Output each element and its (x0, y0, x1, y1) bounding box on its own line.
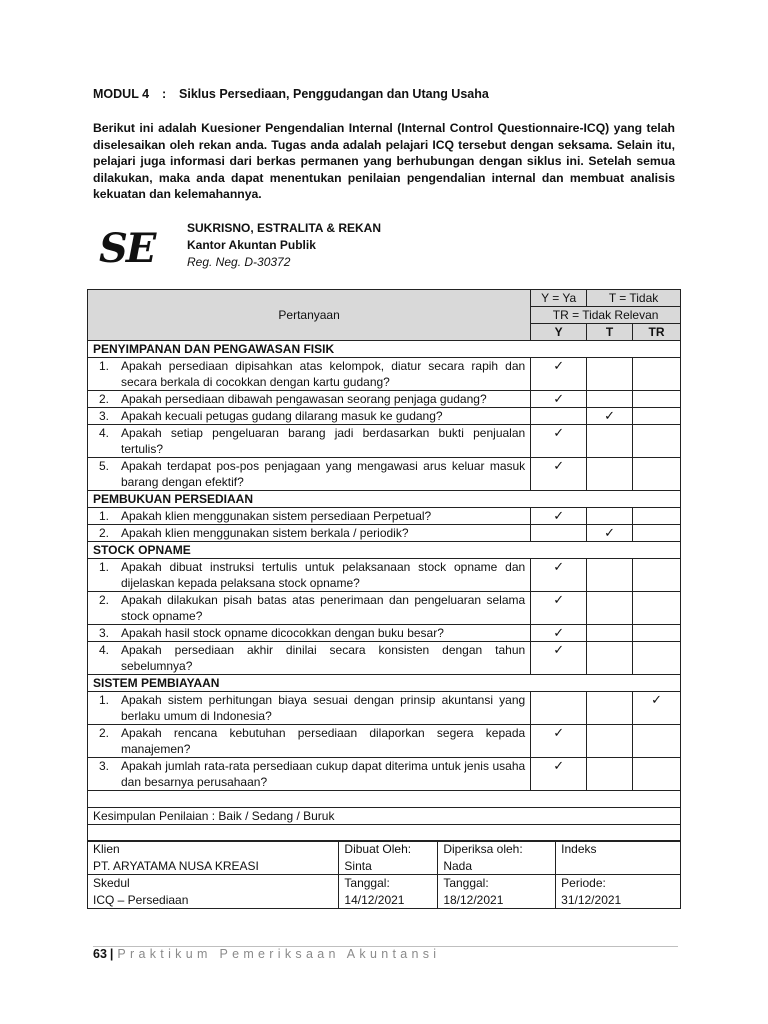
check-mark-icon: ✓ (553, 358, 565, 373)
question-number: 2. (99, 392, 110, 406)
question-text: Apakah persediaan dipisahkan atas kelompok, diatur secara rapih dan secara berkala di cocokkan dengan kartu gudang? (121, 359, 526, 389)
check-mark-icon: ✓ (553, 559, 565, 574)
question-item (93, 758, 525, 790)
question-cell (88, 508, 531, 525)
icq-table (87, 289, 681, 842)
answer-cell-tr (633, 408, 681, 425)
indeks-label: Indeks (561, 842, 597, 856)
question-row (88, 408, 681, 425)
question-text: Apakah dilakukan pisah batas atas penerimaan dan pengeluaran selama stock opname? (121, 593, 526, 623)
question-item (93, 625, 525, 641)
answer-cell-tr (633, 758, 681, 791)
answer-cell-t (587, 559, 633, 592)
question-cell (88, 358, 531, 391)
diperiksa-value: Nada (443, 858, 472, 873)
check-mark-icon: ✓ (604, 525, 616, 540)
diperiksa-label: Diperiksa oleh: (443, 842, 523, 856)
question-number: 4. (99, 426, 110, 440)
legend-ya: Y = Ya (531, 290, 587, 307)
page-number: 63 (93, 947, 107, 961)
check-mark-icon: ✓ (651, 692, 662, 707)
answer-cell-t (587, 692, 633, 725)
question-item (93, 525, 525, 541)
col-header-tr: TR (633, 324, 681, 341)
workpaper-info-table (87, 840, 681, 909)
question-item (93, 592, 525, 624)
question-text: Apakah setiap pengeluaran barang jadi berdasarkan bukti penjualan tertulis? (121, 426, 526, 456)
question-number: 2. (99, 526, 110, 540)
answer-cell-t (587, 425, 633, 458)
answer-cell-t (587, 458, 633, 491)
tanggal-diperiksa-label: Tanggal: (443, 876, 489, 890)
question-cell (88, 458, 531, 491)
answer-cell-y (531, 592, 587, 625)
answer-cell-tr (633, 525, 681, 542)
question-row (88, 625, 681, 642)
dibuat-label: Dibuat Oleh: (344, 842, 412, 856)
answer-cell-tr (633, 692, 681, 725)
firm-registration: Reg. Neg. D-30372 (187, 255, 291, 269)
answer-cell-y (531, 391, 587, 408)
question-row (88, 391, 681, 408)
question-cell (88, 758, 531, 791)
blank-row (88, 825, 681, 842)
conclusion-row (88, 808, 681, 825)
answer-cell-y (531, 692, 587, 725)
module-number: MODUL 4 (93, 87, 150, 101)
answer-cell-t (587, 525, 633, 542)
question-row (88, 508, 681, 525)
answer-cell-t (587, 391, 633, 408)
question-cell (88, 642, 531, 675)
answer-cell-tr (633, 508, 681, 525)
page-footer (93, 947, 440, 961)
question-text: Apakah dibuat instruksi tertulis untuk pelaksanaan stock opname dan dijelaskan kepada pelaksana stock opname? (121, 560, 526, 590)
question-number: 3. (99, 626, 110, 640)
check-mark-icon: ✓ (553, 725, 565, 740)
answer-cell-y (531, 408, 587, 425)
answer-cell-tr (633, 725, 681, 758)
section-row (88, 341, 681, 358)
question-cell (88, 425, 531, 458)
question-number: 4. (99, 643, 110, 657)
answer-cell-y (531, 358, 587, 391)
question-text: Apakah persediaan akhir dinilai secara konsisten dengan tahun sebelumnya? (121, 643, 526, 673)
answer-cell-tr (633, 559, 681, 592)
question-text: Apakah hasil stock opname dicocokkan dengan buku besar? (121, 626, 444, 640)
question-column-header: Pertanyaan (88, 290, 531, 341)
question-cell (88, 592, 531, 625)
check-mark-icon: ✓ (553, 391, 565, 406)
answer-cell-y (531, 725, 587, 758)
question-row (88, 358, 681, 391)
tanggal-dibuat-label: Tanggal: (344, 876, 390, 890)
answer-cell-t (587, 642, 633, 675)
firm-logo (97, 224, 175, 270)
section-row (88, 675, 681, 692)
answer-cell-y (531, 625, 587, 642)
legend-tidak: T = Tidak (587, 290, 681, 307)
answer-cell-t (587, 592, 633, 625)
question-row (88, 425, 681, 458)
question-text: Apakah sistem perhitungan biaya sesuai dengan prinsip akuntansi yang berlaku umum di Indonesia? (121, 693, 526, 723)
question-cell (88, 391, 531, 408)
question-cell (88, 692, 531, 725)
klien-label: Klien (93, 842, 120, 856)
question-number: 1. (99, 509, 110, 523)
question-row (88, 725, 681, 758)
answer-cell-tr (633, 358, 681, 391)
question-number: 5. (99, 459, 110, 473)
check-mark-icon: ✓ (553, 425, 565, 440)
section-row (88, 491, 681, 508)
check-mark-icon: ✓ (604, 408, 616, 423)
tanggal-dibuat-value: 14/12/2021 (344, 892, 405, 907)
question-text: Apakah klien menggunakan sistem persediaan Perpetual? (121, 509, 432, 523)
answer-cell-t (587, 725, 633, 758)
firm-info (187, 220, 381, 271)
blank-cell (88, 825, 681, 842)
answer-cell-tr (633, 625, 681, 642)
periode-label: Periode: (561, 876, 606, 890)
firm-name: SUKRISNO, ESTRALITA & REKAN (187, 221, 382, 235)
conclusion-text: Kesimpulan Penilaian : Baik / Sedang / Buruk (88, 808, 681, 825)
answer-cell-tr (633, 458, 681, 491)
section-title: STOCK OPNAME (88, 542, 681, 559)
module-heading (93, 87, 489, 101)
firm-logo-text: SE (99, 225, 155, 270)
answer-cell-y (531, 758, 587, 791)
section-row (88, 542, 681, 559)
module-title: Siklus Persediaan, Penggudangan dan Utang Usaha (179, 87, 489, 101)
blank-cell (88, 791, 681, 808)
question-row (88, 525, 681, 542)
question-row (88, 758, 681, 791)
check-mark-icon: ✓ (553, 508, 565, 523)
question-number: 2. (99, 726, 110, 740)
check-mark-icon: ✓ (553, 625, 565, 640)
legend-tidak-relevan: TR = Tidak Relevan (531, 307, 681, 324)
question-row (88, 458, 681, 491)
check-mark-icon: ✓ (553, 458, 565, 473)
footer-title: Praktikum Pemeriksaan Akuntansi (117, 947, 441, 961)
footer-separator: | (109, 947, 114, 961)
question-item (93, 391, 525, 407)
check-mark-icon: ✓ (553, 758, 565, 773)
question-number: 1. (99, 359, 110, 373)
dibuat-value: Sinta (344, 858, 372, 873)
answer-cell-tr (633, 425, 681, 458)
question-item (93, 508, 525, 524)
intro-paragraph: Berikut ini adalah Kuesioner Pengendalian Internal (Internal Control Questionnaire-ICQ) yang telah diselesaikan oleh rekan anda. Tugas anda adalah pelajari ICQ tersebut dengan seksama. Selain itu, pelajari juga informasi dari berkas permanen yang berhubungan dengan siklus ini. Setelah semua dilakukan, maka anda dapat menentukan penilaian pengendalian internal dan membuat analisis kekuatan dan kelemahannya. (93, 121, 675, 201)
periode-value: 31/12/2021 (561, 892, 622, 907)
answer-cell-y (531, 425, 587, 458)
question-number: 3. (99, 759, 110, 773)
skedul-label: Skedul (93, 876, 130, 890)
question-number: 1. (99, 560, 110, 574)
question-item (93, 725, 525, 757)
answer-cell-t (587, 408, 633, 425)
answer-cell-tr (633, 592, 681, 625)
section-title: SISTEM PEMBIAYAAN (88, 675, 681, 692)
answer-cell-y (531, 458, 587, 491)
question-item (93, 642, 525, 674)
question-cell (88, 625, 531, 642)
question-row (88, 692, 681, 725)
answer-cell-y (531, 525, 587, 542)
question-item (93, 408, 525, 424)
question-number: 3. (99, 409, 110, 423)
check-mark-icon: ✓ (553, 592, 565, 607)
answer-cell-y (531, 559, 587, 592)
question-cell (88, 559, 531, 592)
answer-cell-y (531, 508, 587, 525)
question-item (93, 425, 525, 457)
question-item (93, 358, 525, 390)
answer-cell-tr (633, 391, 681, 408)
question-cell (88, 408, 531, 425)
section-title: PENYIMPANAN DAN PENGAWASAN FISIK (88, 341, 681, 358)
answer-cell-t (587, 358, 633, 391)
question-cell (88, 725, 531, 758)
question-row (88, 559, 681, 592)
answer-cell-t (587, 625, 633, 642)
answer-cell-tr (633, 642, 681, 675)
question-text: Apakah persediaan dibawah pengawasan seorang penjaga gudang? (121, 392, 487, 406)
section-title: PEMBUKUAN PERSEDIAAN (88, 491, 681, 508)
answer-cell-t (587, 508, 633, 525)
question-item (93, 559, 525, 591)
question-number: 2. (99, 593, 110, 607)
answer-cell-t (587, 758, 633, 791)
blank-row (88, 791, 681, 808)
question-item (93, 692, 525, 724)
question-text: Apakah rencana kebutuhan persediaan dilaporkan segera kepada manajemen? (121, 726, 526, 756)
question-text: Apakah terdapat pos-pos penjagaan yang mengawasi arus keluar masuk barang dengan efektif? (121, 459, 526, 489)
question-text: Apakah jumlah rata-rata persediaan cukup dapat diterima untuk jenis usaha dan besarnya perusahaan? (121, 759, 526, 789)
answer-cell-y (531, 642, 587, 675)
col-header-y: Y (531, 324, 587, 341)
skedul-value: ICQ – Persediaan (93, 892, 189, 907)
question-number: 1. (99, 693, 110, 707)
check-mark-icon: ✓ (553, 642, 565, 657)
question-row (88, 592, 681, 625)
tanggal-diperiksa-value: 18/12/2021 (443, 892, 504, 907)
question-item (93, 458, 525, 490)
question-cell (88, 525, 531, 542)
question-row (88, 642, 681, 675)
question-text: Apakah klien menggunakan sistem berkala / periodik? (121, 526, 409, 540)
col-header-t: T (587, 324, 633, 341)
firm-office: Kantor Akuntan Publik (187, 238, 316, 252)
module-separator: : (161, 87, 167, 101)
klien-value: PT. ARYATAMA NUSA KREASI (93, 858, 259, 873)
question-text: Apakah kecuali petugas gudang dilarang masuk ke gudang? (121, 409, 443, 423)
